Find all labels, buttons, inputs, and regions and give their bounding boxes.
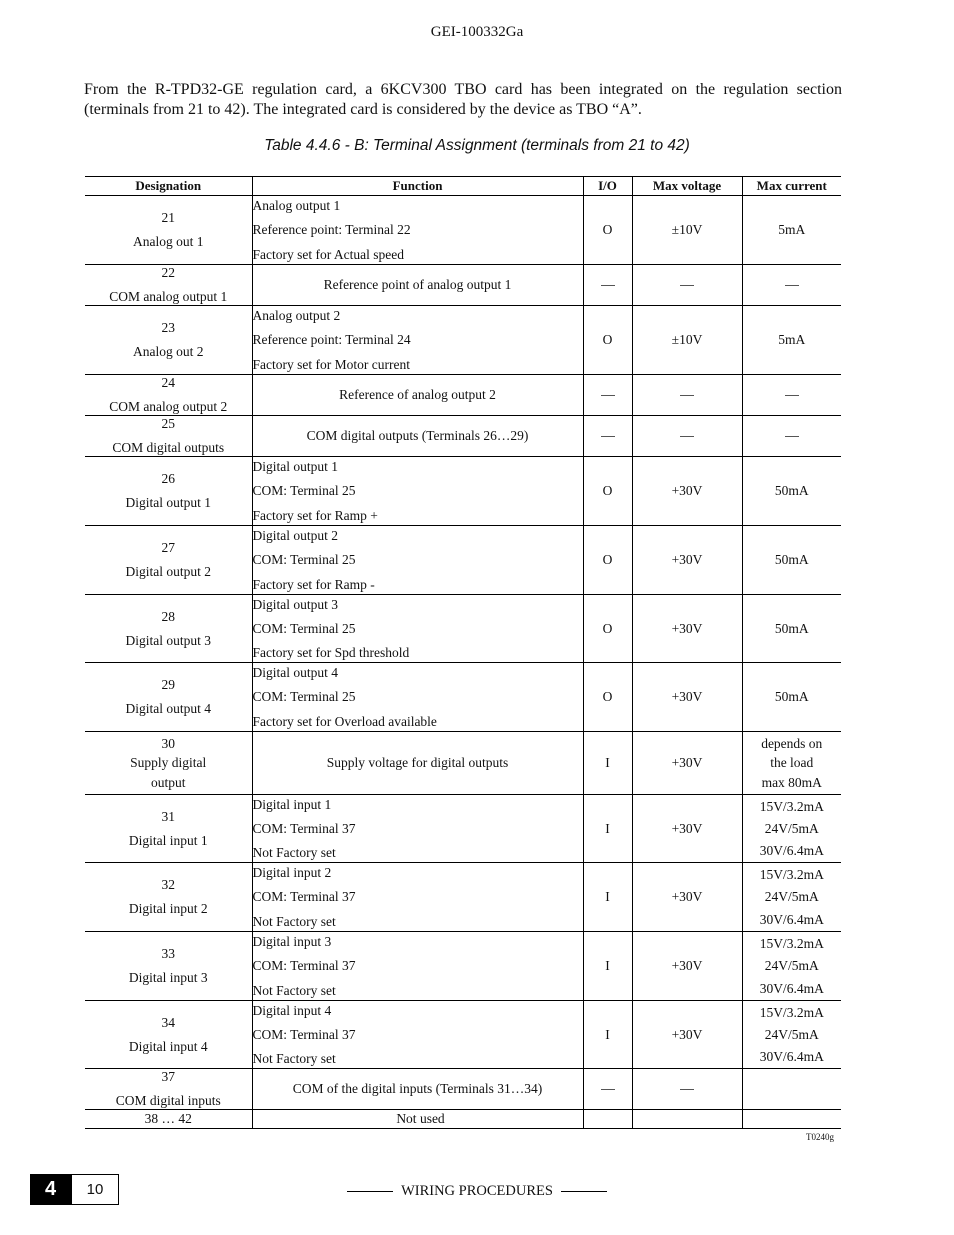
max-current-cell <box>742 795 841 863</box>
designation-lines <box>85 375 252 415</box>
function-cell <box>252 1001 583 1069</box>
function-lines <box>253 198 583 263</box>
function-line: COM: Terminal 37 <box>252 958 356 973</box>
terminal-assignment-table <box>85 176 841 1129</box>
table-row <box>85 457 841 526</box>
current-line: 30V/6.4mA <box>759 980 824 996</box>
function-line: Reference point of analog output 1 <box>323 277 512 292</box>
max-current-cell <box>742 265 841 306</box>
voltage-value: +30V <box>671 889 703 904</box>
designation-lines <box>85 210 252 250</box>
io-value: O <box>602 620 613 636</box>
max-current-cell <box>742 457 841 526</box>
current-line: 50mA <box>774 689 809 704</box>
designation-line: 29 <box>161 677 175 692</box>
io-cell <box>583 863 632 932</box>
table-code: T0240g <box>806 1132 834 1142</box>
designation-line: 32 <box>161 877 175 892</box>
function-line: Analog output 1 <box>252 197 341 213</box>
function-line: Not Factory set <box>252 1050 336 1066</box>
io-value: O <box>602 222 613 237</box>
table-row <box>85 526 841 595</box>
designation-line: Digital input 1 <box>128 832 208 848</box>
max-voltage-cell <box>632 1001 742 1069</box>
intro-paragraph: From the R-TPD32-GE regulation card, a 6KCV300 TBO card has been integrated on the regulation section (terminals from 21 to 42). The integrated card is considered by the device as TBO “A”. <box>84 81 842 118</box>
max-current-cell <box>742 306 841 375</box>
table-row <box>85 1110 841 1129</box>
function-line: Not Factory set <box>252 844 336 860</box>
function-lines <box>253 528 583 593</box>
table-row <box>85 932 841 1001</box>
voltage-value: +30V <box>671 689 703 704</box>
function-lines <box>253 797 583 861</box>
dash-mark <box>680 395 694 396</box>
designation-line: Digital input 2 <box>128 901 208 916</box>
function-line: Reference of analog output 2 <box>339 387 496 402</box>
table-caption: Table 4.4.6 - B: Terminal Assignment (terminals from 21 to 42) <box>264 137 690 154</box>
function-line: Factory set for Spd threshold <box>252 644 410 660</box>
io-cell <box>583 265 632 306</box>
voltage-value: +30V <box>671 483 703 498</box>
max-current-cell <box>742 732 841 795</box>
io-cell <box>583 595 632 663</box>
designation-lines <box>85 877 252 917</box>
current-line: 30V/6.4mA <box>759 911 824 927</box>
function-cell <box>252 196 583 265</box>
designation-cell <box>85 795 252 863</box>
function-line: COM: Terminal 37 <box>252 1026 356 1042</box>
max-voltage-cell <box>632 196 742 265</box>
designation-line: Digital input 4 <box>128 1038 208 1054</box>
designation-cell <box>85 1001 252 1069</box>
current-line: 15V/3.2mA <box>759 935 824 951</box>
max-current-cell <box>742 1069 841 1110</box>
designation-cell <box>85 306 252 375</box>
current-lines <box>743 799 842 859</box>
function-lines <box>253 308 583 373</box>
designation-cell <box>85 932 252 1001</box>
io-cell <box>583 526 632 595</box>
voltage-value: +30V <box>671 1026 703 1042</box>
section-tab: 4 <box>30 1174 71 1205</box>
io-value: I <box>605 820 610 836</box>
dash-mark <box>785 395 799 396</box>
function-line: Reference point: Terminal 22 <box>252 222 411 237</box>
designation-cell <box>85 196 252 265</box>
current-line: 50mA <box>774 483 809 498</box>
max-voltage-cell <box>632 416 742 457</box>
io-cell <box>583 732 632 795</box>
header-max-current: Max current <box>742 177 841 196</box>
max-voltage-cell <box>632 795 742 863</box>
function-lines <box>253 865 583 930</box>
io-value: I <box>605 889 610 904</box>
function-cell <box>252 595 583 663</box>
designation-line: 30 <box>161 735 175 751</box>
header-function: Function <box>252 177 583 196</box>
function-cell <box>252 265 583 306</box>
header-max-voltage: Max voltage <box>632 177 742 196</box>
table-row <box>85 306 841 375</box>
designation-line: 27 <box>161 540 175 555</box>
function-line: Reference point: Terminal 24 <box>252 332 411 347</box>
designation-cell <box>85 416 252 457</box>
max-voltage-cell <box>632 732 742 795</box>
designation-lines <box>85 416 252 456</box>
function-cell <box>252 457 583 526</box>
max-current-cell <box>742 1110 841 1129</box>
io-cell <box>583 416 632 457</box>
voltage-value: +30V <box>671 552 703 567</box>
document-id: GEI-100332Ga <box>430 24 524 40</box>
max-voltage-cell <box>632 595 742 663</box>
function-cell <box>252 526 583 595</box>
designation-line: Digital output 4 <box>125 701 211 716</box>
designation-lines <box>85 946 252 986</box>
max-voltage-cell <box>632 663 742 732</box>
designation-line: COM analog output 2 <box>109 399 228 414</box>
designation-line: 31 <box>161 808 175 824</box>
max-current-cell <box>742 416 841 457</box>
voltage-value: ±10V <box>671 332 703 347</box>
function-lines <box>253 665 583 730</box>
table-row <box>85 416 841 457</box>
designation-line: 24 <box>161 375 175 390</box>
max-current-cell <box>742 1001 841 1069</box>
designation-line: Digital input 3 <box>128 970 208 985</box>
function-line: Supply voltage for digital outputs <box>326 755 509 770</box>
max-current-cell <box>742 595 841 663</box>
designation-line: 23 <box>161 320 175 335</box>
designation-lines <box>85 265 252 305</box>
io-cell <box>583 1001 632 1069</box>
io-cell <box>583 932 632 1001</box>
header-io: I/O <box>583 177 632 196</box>
designation-lines <box>85 1069 252 1109</box>
dash-mark <box>680 285 694 286</box>
function-line: COM: Terminal 25 <box>252 483 356 498</box>
current-lines <box>743 736 842 791</box>
function-lines <box>253 934 583 999</box>
current-line: 15V/3.2mA <box>759 1004 824 1020</box>
function-line: Digital output 2 <box>252 527 338 543</box>
designation-lines <box>85 677 252 717</box>
function-cell <box>252 932 583 1001</box>
current-line: 30V/6.4mA <box>759 1048 824 1064</box>
designation-line: 33 <box>161 946 175 961</box>
designation-line: 25 <box>161 416 175 431</box>
table-row <box>85 196 841 265</box>
table-row <box>85 595 841 663</box>
table-row <box>85 375 841 416</box>
function-cell <box>252 863 583 932</box>
current-line: 50mA <box>774 552 809 567</box>
voltage-value: +30V <box>671 820 703 836</box>
function-line: COM: Terminal 37 <box>252 820 356 836</box>
function-line: COM: Terminal 25 <box>252 620 356 636</box>
function-line: Factory set for Ramp - <box>252 576 375 592</box>
designation-cell <box>85 663 252 732</box>
designation-cell <box>85 457 252 526</box>
table-row <box>85 265 841 306</box>
io-cell <box>583 306 632 375</box>
function-line: COM digital outputs (Terminals 26…29) <box>306 428 529 443</box>
current-line: 24V/5mA <box>764 1026 819 1042</box>
current-lines <box>743 867 842 928</box>
designation-line: COM analog output 1 <box>109 289 228 304</box>
io-cell <box>583 375 632 416</box>
function-line: COM: Terminal 25 <box>252 552 356 567</box>
designation-lines <box>85 320 252 360</box>
io-cell <box>583 457 632 526</box>
table-row <box>85 663 841 732</box>
designation-cell <box>85 375 252 416</box>
designation-cell <box>85 1069 252 1110</box>
function-line: Digital input 3 <box>252 933 332 949</box>
designation-line: Digital output 2 <box>125 564 211 579</box>
max-voltage-cell <box>632 932 742 1001</box>
max-voltage-cell <box>632 457 742 526</box>
designation-cell <box>85 526 252 595</box>
designation-lines <box>85 1015 252 1055</box>
current-line: 15V/3.2mA <box>759 798 824 814</box>
function-cell <box>252 306 583 375</box>
table-row <box>85 1001 841 1069</box>
function-line: Not used <box>396 1111 445 1126</box>
function-line: Digital output 3 <box>252 596 338 612</box>
designation-line: COM digital inputs <box>115 1093 221 1108</box>
table-row <box>85 795 841 863</box>
max-voltage-cell <box>632 1110 742 1129</box>
io-cell <box>583 663 632 732</box>
current-line: max 80mA <box>761 774 822 790</box>
function-lines <box>253 597 583 661</box>
function-line: Factory set for Ramp + <box>252 507 378 523</box>
function-lines <box>253 459 583 524</box>
current-lines <box>743 936 842 997</box>
current-line: 30V/6.4mA <box>759 842 824 858</box>
max-current-cell <box>742 863 841 932</box>
function-cell <box>252 1069 583 1110</box>
designation-line: Analog out 1 <box>133 234 204 249</box>
io-cell <box>583 1110 632 1129</box>
current-line: 5mA <box>778 222 806 237</box>
current-line: 24V/5mA <box>764 889 819 904</box>
current-line: 24V/5mA <box>764 958 819 973</box>
table-row <box>85 732 841 795</box>
io-value: I <box>605 958 610 973</box>
current-line: 50mA <box>774 620 809 636</box>
voltage-value: +30V <box>671 958 703 973</box>
function-line: COM: Terminal 37 <box>252 889 356 904</box>
designation-line: 38 … 42 <box>144 1111 192 1126</box>
function-line: COM: Terminal 25 <box>252 689 356 704</box>
function-line: Factory set for Actual speed <box>252 246 404 262</box>
function-line: Digital input 2 <box>252 864 332 880</box>
max-voltage-cell <box>632 526 742 595</box>
io-value: O <box>602 332 613 347</box>
footer-rule-left <box>347 1191 393 1192</box>
designation-line: Supply digital <box>130 755 207 770</box>
current-line: the load <box>770 755 814 770</box>
designation-line: 26 <box>161 471 175 486</box>
io-value: O <box>602 689 613 704</box>
voltage-value: +30V <box>671 620 703 636</box>
designation-lines <box>85 540 252 580</box>
footer-section-title <box>0 1183 954 1200</box>
current-line: 15V/3.2mA <box>759 866 824 882</box>
dash-mark <box>785 436 799 437</box>
designation-line: 21 <box>161 210 175 225</box>
designation-cell <box>85 732 252 795</box>
designation-lines <box>85 1111 252 1127</box>
max-voltage-cell <box>632 375 742 416</box>
max-current-cell <box>742 526 841 595</box>
function-line: Not Factory set <box>252 913 336 929</box>
dash-mark <box>601 395 615 396</box>
max-voltage-cell <box>632 863 742 932</box>
io-cell <box>583 795 632 863</box>
designation-lines <box>85 809 252 849</box>
function-cell <box>252 663 583 732</box>
max-current-cell <box>742 663 841 732</box>
io-value: O <box>602 552 613 567</box>
function-line: Digital output 4 <box>252 664 338 680</box>
max-voltage-cell <box>632 306 742 375</box>
designation-line: output <box>150 774 186 790</box>
dash-mark <box>601 1089 615 1090</box>
max-voltage-cell <box>632 265 742 306</box>
current-line: 5mA <box>778 332 806 347</box>
designation-cell <box>85 1110 252 1129</box>
current-lines <box>743 1005 842 1065</box>
io-value: I <box>605 755 610 770</box>
designation-line: Analog out 2 <box>133 344 204 359</box>
max-current-cell <box>742 196 841 265</box>
function-lines <box>253 1003 583 1067</box>
function-cell <box>252 416 583 457</box>
designation-lines <box>85 736 252 791</box>
function-line: Factory set for Motor current <box>252 356 410 372</box>
function-line: Digital input 1 <box>252 796 332 812</box>
function-line: COM of the digital inputs (Terminals 31…34) <box>292 1081 543 1096</box>
designation-line: Digital output 1 <box>125 495 211 510</box>
function-line: Digital input 4 <box>252 1002 332 1018</box>
designation-lines <box>85 471 252 511</box>
voltage-value: +30V <box>671 755 703 770</box>
dash-mark <box>680 436 694 437</box>
max-current-cell <box>742 932 841 1001</box>
designation-cell <box>85 265 252 306</box>
table-row <box>85 1069 841 1110</box>
max-current-cell <box>742 375 841 416</box>
designation-line: 37 <box>161 1069 175 1084</box>
function-line: Analog output 2 <box>252 307 341 323</box>
max-voltage-cell <box>632 1069 742 1110</box>
function-cell <box>252 732 583 795</box>
dash-mark <box>601 436 615 437</box>
table-row <box>85 863 841 932</box>
designation-line: Digital output 3 <box>125 632 211 648</box>
function-cell <box>252 1110 583 1129</box>
io-cell <box>583 196 632 265</box>
table-body <box>85 196 841 1129</box>
designation-line: 34 <box>161 1014 175 1030</box>
function-line: Factory set for Overload available <box>252 713 437 729</box>
function-line: Not Factory set <box>252 982 336 998</box>
footer-title-text: WIRING PROCEDURES <box>401 1183 553 1199</box>
function-cell <box>252 375 583 416</box>
designation-line: 22 <box>161 265 175 280</box>
designation-cell <box>85 595 252 663</box>
designation-lines <box>85 609 252 649</box>
dash-mark <box>785 285 799 286</box>
table-header-row <box>85 177 841 196</box>
io-cell <box>583 1069 632 1110</box>
io-value: I <box>605 1026 610 1042</box>
designation-line: COM digital outputs <box>112 440 225 455</box>
dash-mark <box>680 1089 694 1090</box>
dash-mark <box>601 285 615 286</box>
current-line: 24V/5mA <box>764 820 819 836</box>
voltage-value: ±10V <box>671 222 703 237</box>
current-line: depends on <box>761 735 823 751</box>
designation-cell <box>85 863 252 932</box>
io-value: O <box>602 483 613 498</box>
function-cell <box>252 795 583 863</box>
function-line: Digital output 1 <box>252 458 338 474</box>
designation-line: 28 <box>161 608 175 624</box>
page-number: 10 <box>71 1174 119 1205</box>
footer-rule-right <box>561 1191 607 1192</box>
header-designation: Designation <box>85 177 252 196</box>
